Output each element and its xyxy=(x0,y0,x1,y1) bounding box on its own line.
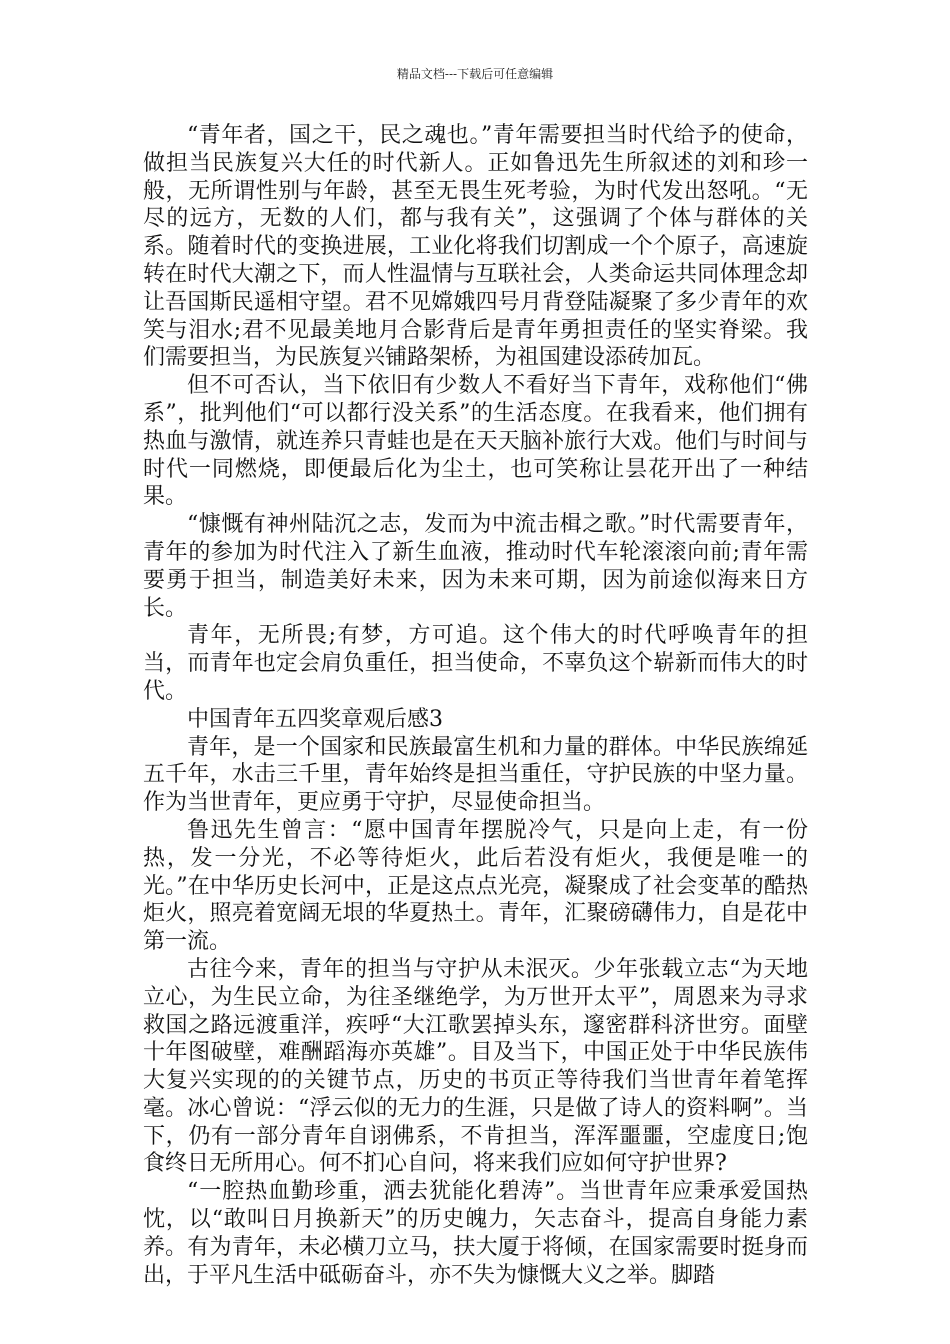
paragraph-7: 古往今来，青年的担当与守护从未泯灭。少年张载立志“为天地立心，为生民立命，为往圣继绝学，为万世开太平”，周恩来为寻求救国之路远渡重洋，疾呼“大江歌罢掉头东，邃密群科济世穷。面壁十年图破壁，难酬蹈海亦英雄”。目及当下，中国正处于中华民族伟大复兴实现的的关键节点，历史的书页正等待我们当世青年着笔挥毫。冰心曾说：“浮云似的无力的生涯，只是做了诗人的资料啊”。当下，仍有一部分青年自诩佛系，不肯担当，浑浑噩噩，空虚度日;饱食终日无所用心。何不扪心自问，将来我们应如何守护世界? xyxy=(143,956,808,1177)
paragraph-3: “慷慨有神州陆沉之志，发而为中流击楫之歌。”时代需要青年，青年的参加为时代注入了新生血液，推动时代车轮滚滚向前;青年需要勇于担当，制造美好未来，因为未来可期，因为前途似海来日方长。 xyxy=(143,512,808,621)
page-header: 精品文档---下载后可任意编辑 xyxy=(396,67,554,81)
section-heading: 中国青年五四奖章观后感3 xyxy=(187,706,443,732)
paragraph-8: “一腔热血勤珍重，洒去犹能化碧涛”。当世青年应秉承爱国热忱，以“敢叫日月换新天”的历史魄力，矢志奋斗，提高自身能力素养。有为青年，未必横刀立马，扶大厦于将倾，在国家需要时挺身而出，于平凡生活中砥砺奋斗，亦不失为慷慨大义之举。脚踏 xyxy=(143,1179,808,1288)
paragraph-4: 青年，无所畏;有梦，方可追。这个伟大的时代呼唤青年的担当，而青年也定会肩负重任，担当使命，不辜负这个崭新而伟大的时代。 xyxy=(143,623,808,704)
paragraph-2: 但不可否认，当下依旧有少数人不看好当下青年，戏称他们“佛系”，批判他们“可以都行没关系”的生活态度。在我看来，他们拥有热血与激情，就连养只青蛙也是在天天脑补旅行大戏。他们与时间与时代一同燃烧，即便最后化为尘土，也可笑称让昙花开出了一种结果。 xyxy=(143,373,808,510)
paragraph-6: 鲁迅先生曾言：“愿中国青年摆脱冷气，只是向上走，有一份热，发一分光，不必等待炬火，此后若没有炬火，我便是唯一的光。”在中华历史长河中，正是这点点光亮，凝聚成了社会变革的酷热炬火，照亮着宽阔无垠的华夏热土。青年，汇聚磅礴伟力，自是花中第一流。 xyxy=(143,817,808,955)
document-body xyxy=(143,122,808,1289)
paragraph-5: 青年，是一个国家和民族最富生机和力量的群体。中华民族绵延五千年，水击三千里，青年始终是担当重任，守护民族的中坚力量。作为当世青年，更应勇于守护，尽显使命担当。 xyxy=(143,734,808,816)
paragraph-1: “青年者，国之干，民之魂也。”青年需要担当时代给予的使命，做担当民族复兴大任的时代新人。正如鲁迅先生所叙述的刘和珍一般，无所谓性别与年龄，甚至无畏生死考验，为时代发出怒吼。“无尽的远方，无数的人们，都与我有关”，这强调了个体与群体的关系。随着时代的变换进展，工业化将我们切割成一个个原子，高速旋转在时代大潮之下，而人性温情与互联社会，人类命运共同体理念却让吾国斯民遥相守望。君不见嫦娥四号月背登陆凝聚了多少青年的欢笑与泪水;君不见最美地月合影背后是青年勇担责任的坚实脊梁。我们需要担当，为民族复兴铺路架桥，为祖国建设添砖加瓦。 xyxy=(143,123,808,371)
